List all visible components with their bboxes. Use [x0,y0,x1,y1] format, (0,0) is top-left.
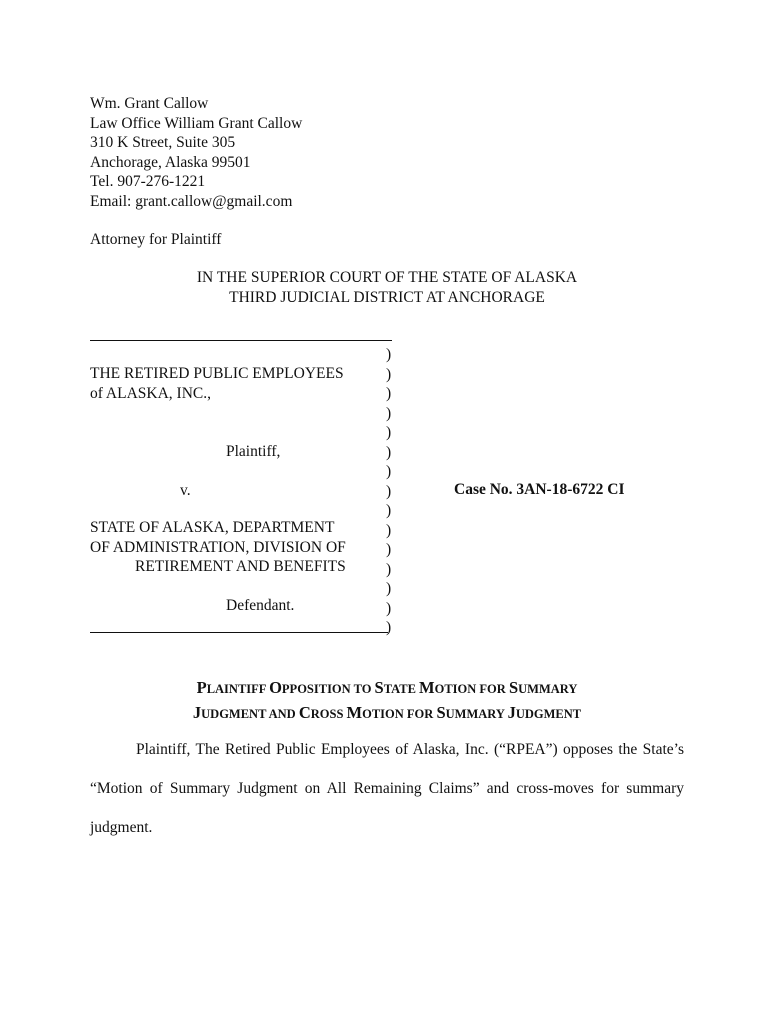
title-part: LAINTIFF [206,682,270,696]
title-part: UDGMENT AND [201,707,299,721]
title-part: M [346,703,363,722]
paren: ) [386,385,392,402]
title-part: O [269,678,282,697]
paren: ) [386,443,392,461]
paren: ) [386,619,392,636]
plaintiff-name-2: of ALASKA, INC., [90,385,211,402]
attorney-name: Wm. Grant Callow [90,95,209,112]
title-line-1 [90,676,684,701]
attorney-email: Email: grant.callow@gmail.com [90,192,293,210]
attorney-office: Law Office William Grant Callow [90,114,303,132]
title-part: PPOSITION TO [281,682,375,696]
paren: ) [386,404,392,422]
court-heading [90,268,684,307]
paren: ) [386,521,392,539]
title-part: S [508,678,519,697]
defendant-name-3: RETIREMENT AND BENEFITS [135,558,346,575]
case-number: Case No. 3AN-18-6722 CI [454,481,625,498]
title-part: UDGMENT [515,707,582,721]
attorney-city: Anchorage, Alaska 99501 [90,153,251,171]
paren: ) [386,346,392,363]
paren: ) [386,580,392,597]
document-title [90,676,684,726]
court-line-2: THIRD JUDICIAL DISTRICT AT ANCHORAGE [229,288,545,306]
title-part: J [507,703,516,722]
plaintiff-label: Plaintiff, [226,443,281,460]
title-part: M [419,678,435,697]
title-part: J [192,703,202,722]
caption-top-rule [90,340,392,341]
paren: ) [386,599,392,617]
paren: ) [386,365,392,383]
defendant-name-1: STATE OF ALASKA, DEPARTMENT [90,519,335,536]
versus-label: v. [180,482,191,499]
paren: ) [386,482,392,500]
title-part: ROSS [310,707,347,721]
paren: ) [386,560,392,578]
title-part: S [436,703,446,722]
body-paragraph: Plaintiff, The Retired Public Employees of Alaska, Inc. (“RPEA”) opposes the State’s “Motion of Summary Judgment on All Remaining Claims” and cross-moves for summary judgment. [90,741,684,836]
paren: ) [386,502,392,519]
caption-parens [386,345,391,638]
attorney-tel: Tel. 907-276-1221 [90,173,206,190]
title-part: UMMARY [518,682,578,696]
attorney-role: Attorney for Plaintiff [90,231,222,248]
title-part: C [298,703,311,722]
defendant-label: Defendant. [226,597,295,614]
title-part: UMMARY [445,707,508,721]
title-part: TATE [383,682,420,696]
defendant-name-2: OF ADMINISTRATION, DIVISION OF [90,539,346,556]
attorney-street: 310 K Street, Suite 305 [90,134,236,151]
plaintiff-name-1: THE RETIRED PUBLIC EMPLOYEES [90,365,344,382]
paren: ) [386,424,392,441]
paren: ) [386,463,392,480]
title-part: P [196,678,207,697]
title-line-2 [90,701,684,726]
title-part: OTION FOR [434,682,509,696]
caption-bottom-rule [90,632,388,633]
court-line-1: IN THE SUPERIOR COURT OF THE STATE OF ALASKA [196,269,578,286]
attorney-block [90,94,302,211]
paren: ) [386,541,392,558]
title-part: S [374,678,384,697]
title-part: OTION FOR [362,707,437,721]
